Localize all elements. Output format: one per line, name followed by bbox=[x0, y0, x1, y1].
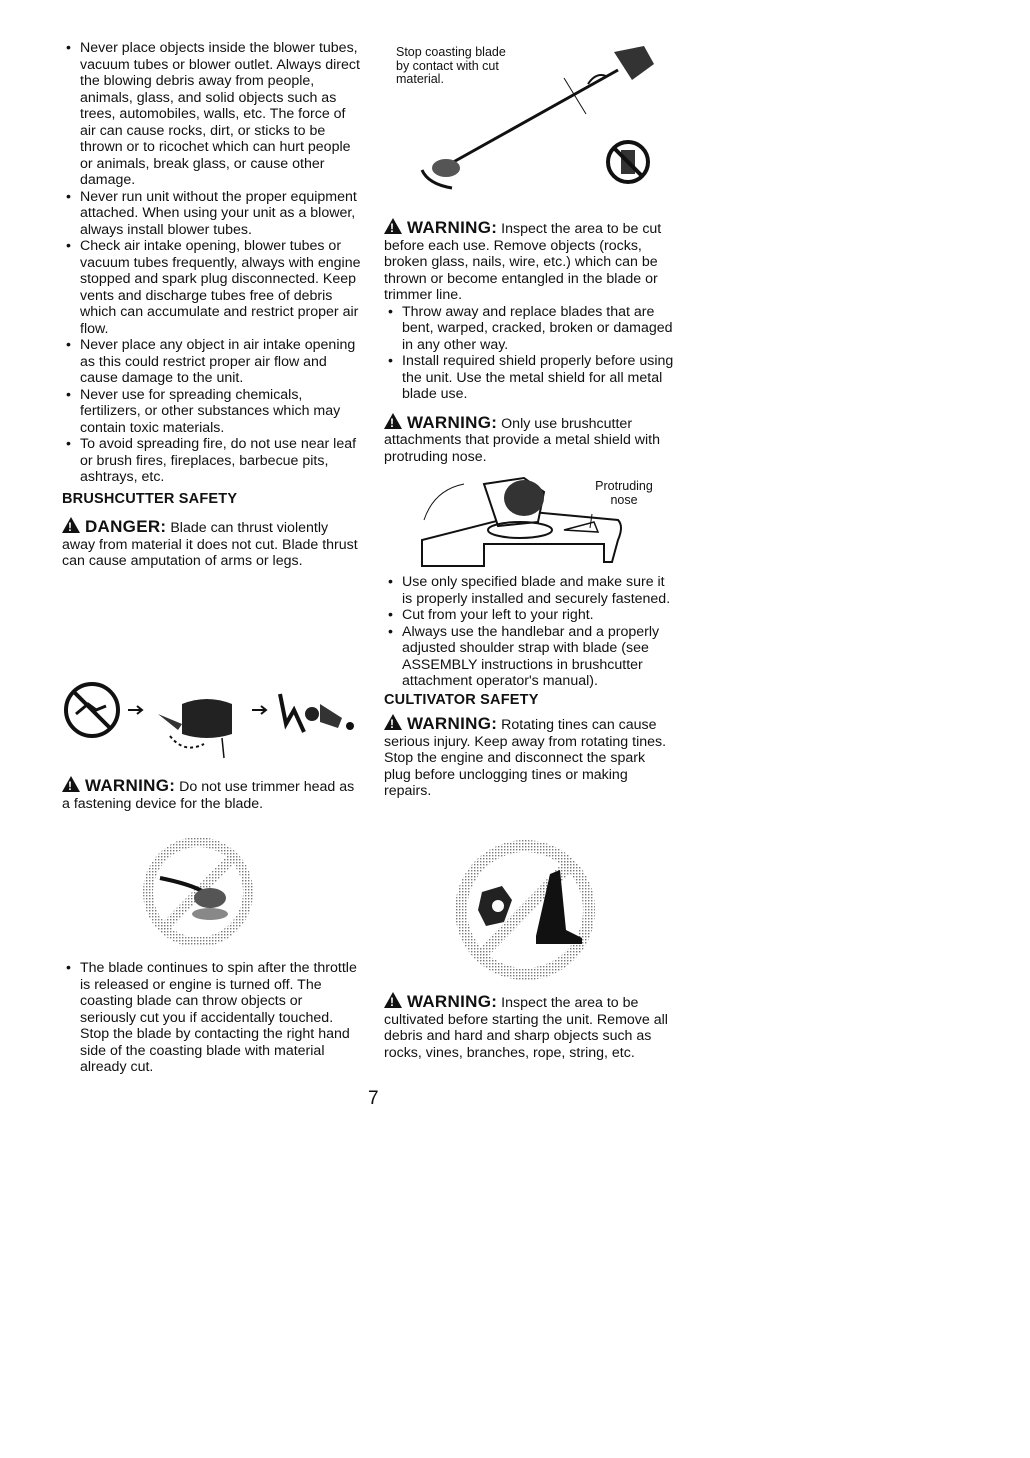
coasting-blade-illustration bbox=[418, 30, 668, 200]
warning-keyword: WARNING: bbox=[406, 412, 498, 432]
arrow-icon bbox=[252, 706, 266, 714]
list-item: • The blade continues to spin after the throttle is released or engine is turned off. The coasting blade can throw objects or seriously cut you if accidentally touched. Stop the blade by contacting the right hand side of the coasting blade with material already cut. bbox=[62, 960, 362, 1076]
brushcutter-safety-heading: BRUSHCUTTER SAFETY bbox=[62, 490, 238, 507]
list-item: • Check air intake opening, blower tubes or vacuum tubes frequently, always with engine stopped and spark plug disconnected. Keep vents and discharge tubes free of debris which can accumulate and restrict proper air flow. bbox=[62, 238, 362, 337]
page-number: 7 bbox=[368, 1088, 379, 1109]
warning-brushcutter-attachments bbox=[384, 413, 674, 466]
list-item: • Use only specified blade and make sure it is properly installed and securely fastened. bbox=[384, 574, 674, 607]
warning-text: Do not use trimmer head as a fastening device for the blade. bbox=[62, 779, 355, 812]
list-item: • Install required shield properly before using the unit. Use the metal shield for all metal blade use. bbox=[384, 353, 674, 403]
warning-keyword: WARNING: bbox=[406, 992, 498, 1011]
list-item: • Never run unit without the proper equipment attached. When using your unit as a blower, always install blower tubes. bbox=[62, 189, 362, 239]
warning-triangle-icon bbox=[384, 413, 402, 429]
warning-cultivate-section bbox=[384, 992, 674, 1061]
no-fuel-icon bbox=[608, 142, 648, 182]
list-item: • Never place any object in air intake opening as this could restrict proper air flow and cause damage to the unit. bbox=[62, 337, 362, 387]
warning-text: Rotating tines can cause serious injury. Keep away from rotating tines. Stop the engine and disconnect the spark plug before unclogging tines or making repairs. bbox=[384, 717, 667, 799]
warning-keyword: WARNING: bbox=[406, 218, 498, 237]
trimmer-head-prohibited-illustration bbox=[140, 838, 256, 946]
prohibited-icon bbox=[66, 684, 118, 736]
danger-text: Blade can thrust violently away from material it does not cut. Blade thrust can cause amputation of arms or legs. bbox=[62, 520, 358, 569]
blade-thrust-illustration bbox=[62, 674, 362, 764]
list-item: • Never use for spreading chemicals, fertilizers, or other substances which may contain toxic materials. bbox=[62, 387, 362, 437]
list-item: • Always use the handlebar and a properly adjusted shoulder strap with blade (see ASSEMBLY instructions in brushcutter attachment operator's manual). bbox=[384, 624, 674, 690]
blade-usage-list bbox=[384, 574, 674, 690]
warning-trimmer-head bbox=[62, 776, 362, 812]
cultivator-safety-heading: CULTIVATOR SAFETY bbox=[384, 691, 539, 708]
left-column bbox=[62, 40, 362, 570]
warning-text: Only use brushcutter attachments that provide a metal shield with protruding nose. bbox=[384, 415, 661, 465]
warning-keyword: WARNING: bbox=[84, 776, 176, 795]
warning-keyword: WARNING: bbox=[406, 714, 498, 733]
warning-text: Inspect the area to be cut before each use. Remove objects (rocks, broken glass, nails, wire, etc.) which can be thrown or become entangled in the blade or trimmer line. bbox=[384, 221, 662, 303]
warning-triangle-icon bbox=[384, 714, 402, 730]
fallen-operator-icon bbox=[280, 694, 354, 732]
list-item: • To avoid spreading fire, do not use near leaf or brush fires, fireplaces, barbecue pits, ashtrays, etc. bbox=[62, 436, 362, 486]
blower-safety-list bbox=[62, 40, 362, 486]
stump-icon bbox=[158, 699, 232, 758]
coasting-blade-section bbox=[62, 960, 362, 1076]
protruding-nose-label: Protruding nose bbox=[595, 479, 653, 507]
right-column bbox=[384, 218, 674, 465]
arrow-icon bbox=[128, 706, 142, 714]
inspect-list bbox=[384, 304, 674, 403]
warning-rotating-tines bbox=[384, 714, 674, 800]
warning-text: Inspect the area to be cultivated before starting the unit. Remove all debris and hard and sharp objects such as rocks, vines, branches, rope, string, etc. bbox=[384, 995, 668, 1061]
warning-triangle-icon bbox=[384, 218, 402, 234]
warning-inspect-area bbox=[384, 218, 674, 304]
list-item: • Never place objects inside the blower tubes, vacuum tubes or blower outlet. Always direct the blowing debris away from people, animals, glass, and solid objects such as trees, automobiles, walls, etc. The force of air can cause rocks, dirt, or sticks to be thrown or to ricochet which can hurt people or animals, break glass, or cause other damage. bbox=[62, 40, 362, 189]
danger-blade-thrust bbox=[62, 517, 362, 570]
warning-triangle-icon bbox=[62, 517, 80, 533]
list-item: • Throw away and replace blades that are bent, warped, cracked, broken or damaged in any other way. bbox=[384, 304, 674, 354]
warning-triangle-icon bbox=[62, 776, 80, 792]
warning-triangle-icon bbox=[384, 992, 402, 1008]
danger-keyword: DANGER: bbox=[84, 517, 167, 536]
cultivator-tines-prohibited-illustration bbox=[450, 840, 600, 980]
list-item: • Cut from your left to your right. bbox=[384, 607, 674, 624]
blade-usage-section bbox=[384, 574, 674, 800]
stop-coasting-caption: Stop coasting blade by contact with cut material. bbox=[396, 45, 506, 86]
trimmer-icon bbox=[422, 46, 654, 188]
